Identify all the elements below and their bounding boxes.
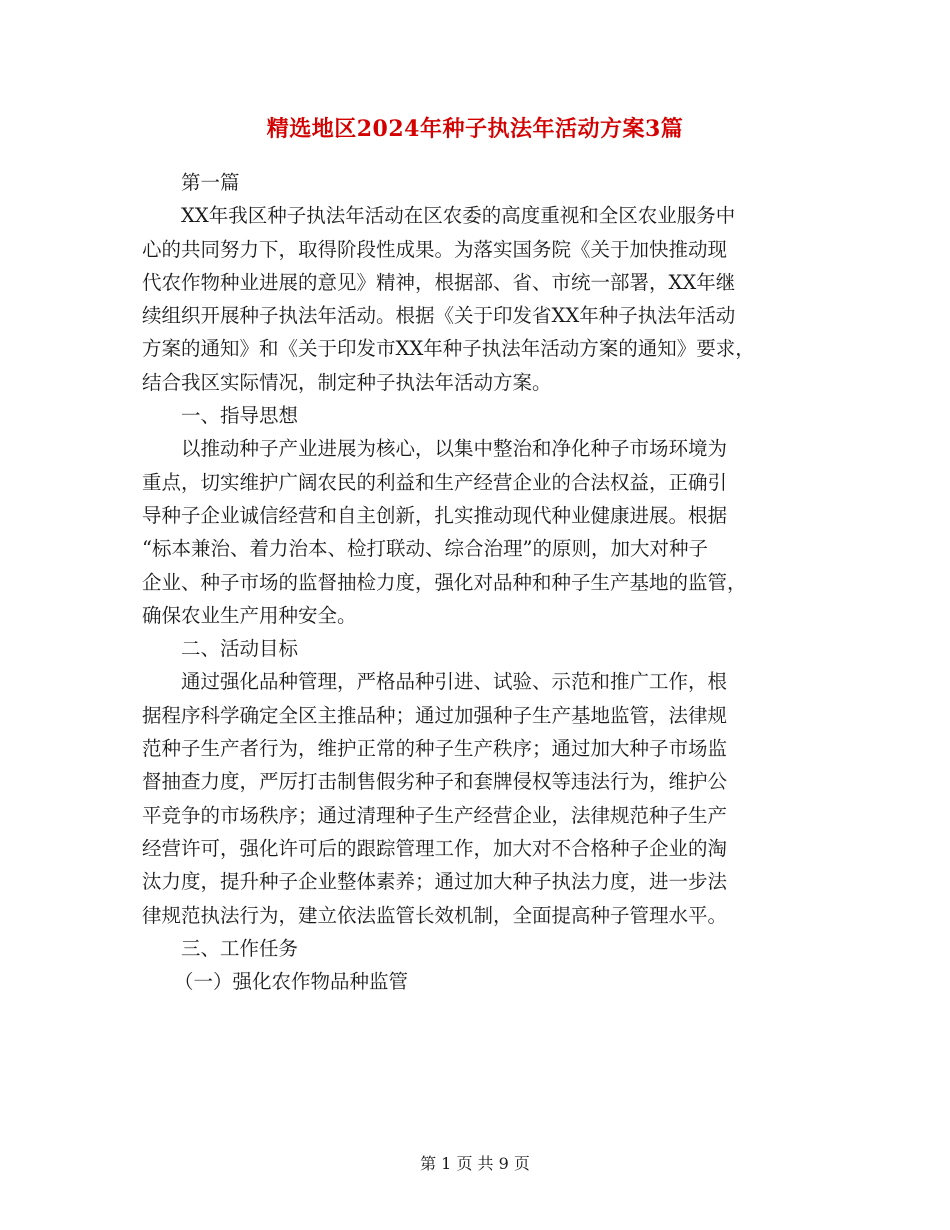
paragraph-line: 导种子企业诚信经营和自主创新，扎实推动现代种业健康进展。根据	[142, 503, 728, 527]
paragraph-line: 企业、种子市场的监督抽检力度，强化对品种和种子生产基地的监管，	[142, 570, 747, 594]
heading-guiding-principle: 一、指导思想	[181, 404, 299, 428]
paragraph-line: 督抽查力度，严厉打击制售假劣种子和套牌侵权等违法行为，维护公	[142, 770, 728, 794]
paragraph-line: 范种子生产者行为，维护正常的种子生产秩序；通过加大种子市场监	[142, 737, 728, 761]
paragraph-line: 据程序科学确定全区主推品种；通过加强种子生产基地监管，法律规	[142, 703, 728, 727]
paragraph-line: 汰力度，提升种子企业整体素养；通过加大种子执法力度，进一步法	[142, 870, 728, 894]
paragraph-line: 代农作物种业进展的意见》精神，根据部、省、市统一部署，XX年继	[142, 270, 736, 294]
paragraph-line: “标本兼治、着力治本、检打联动、综合治理”的原则，加大对种子	[142, 537, 708, 561]
heading-activity-goals: 二、活动目标	[181, 637, 299, 661]
heading-work-tasks: 三、工作任务	[181, 936, 299, 960]
subheading-variety-supervision: （一）强化农作物品种监管	[174, 970, 409, 994]
paragraph-line: 重点，切实维护广阔农民的利益和生产经营企业的合法权益，正确引	[142, 470, 728, 494]
paragraph-line: XX年我区种子执法年活动在区农委的高度重视和全区农业服务中	[181, 204, 736, 228]
guiding-paragraph	[142, 432, 810, 632]
paragraph-line: 确保农业生产用种安全。	[142, 603, 357, 627]
document-body	[142, 166, 810, 998]
section-heading: 第一篇	[181, 171, 240, 194]
page-footer: 第 1 页 共 9 页	[420, 1154, 530, 1173]
document-title: 精选地区2024年种子执法年活动方案3篇	[266, 116, 684, 142]
paragraph-line: 通过强化品种管理，严格品种引进、试验、示范和推广工作，根	[181, 670, 728, 694]
paragraph-line: 以推动种子产业进展为核心，以集中整治和净化种子市场环境为	[181, 437, 728, 461]
intro-paragraph	[142, 199, 810, 399]
paragraph-line: 结合我区实际情况，制定种子执法年活动方案。	[142, 370, 552, 394]
paragraph-line: 心的共同努力下，取得阶段性成果。为落实国务院《关于加快推动现	[142, 237, 728, 261]
goals-paragraph	[142, 665, 810, 931]
paragraph-line: 方案的通知》和《关于印发市XX年种子执法年活动方案的通知》要求，	[142, 337, 755, 361]
paragraph-line: 律规范执法行为，建立依法监管长效机制，全面提高种子管理水平。	[142, 903, 728, 927]
paragraph-line: 平竞争的市场秩序；通过清理种子生产经营企业，法律规范种子生产	[142, 803, 728, 827]
paragraph-line: 经营许可，强化许可后的跟踪管理工作，加大对不合格种子企业的淘	[142, 836, 728, 860]
paragraph-line: 续组织开展种子执法年活动。根据《关于印发省XX年种子执法年活动	[142, 304, 736, 328]
